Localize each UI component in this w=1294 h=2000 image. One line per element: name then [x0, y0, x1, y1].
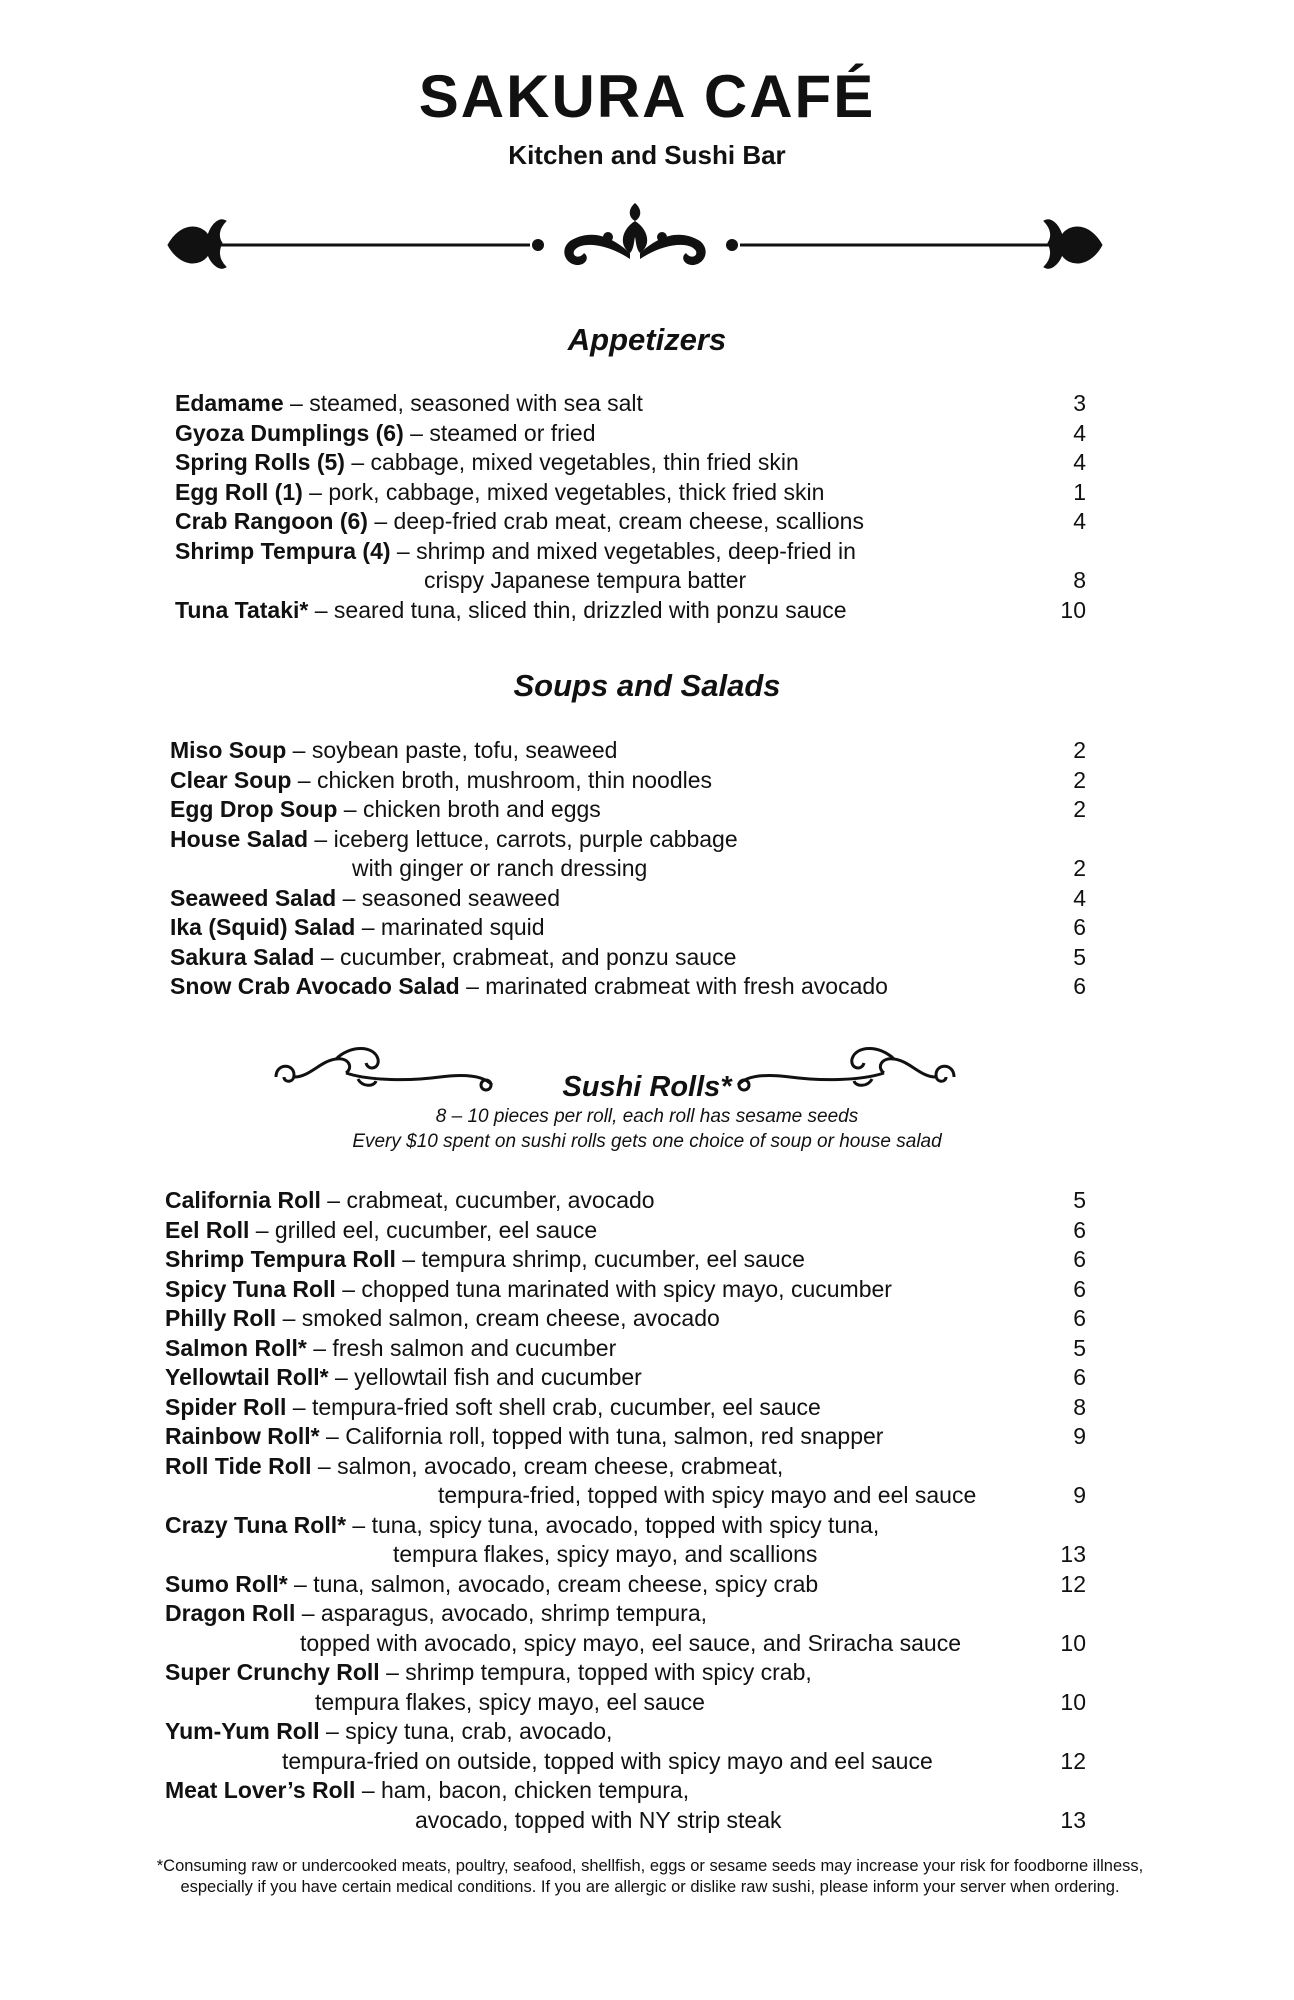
- menu-item: [0, 596, 1294, 626]
- menu-item-price: 5: [1073, 1187, 1086, 1213]
- menu-item: [0, 766, 1294, 796]
- menu-item-line: [165, 1599, 707, 1629]
- menu-item-description: – marinated crabmeat with fresh avocado: [459, 973, 888, 999]
- menu-item-line: [165, 1511, 879, 1541]
- menu-item-price: 4: [1073, 449, 1086, 475]
- menu-item-price: 4: [1073, 508, 1086, 534]
- menu-item-price: 9: [1073, 1482, 1086, 1508]
- menu-item-line: [170, 913, 545, 943]
- menu-item-name: California Roll: [165, 1187, 321, 1213]
- menu-item: [0, 1570, 1294, 1600]
- menu-item: [0, 1304, 1294, 1334]
- menu-item-name: Eel Roll: [165, 1216, 250, 1243]
- menu-item-price: 13: [1060, 1541, 1086, 1567]
- menu-item-line: [170, 972, 888, 1002]
- menu-item-name: Salmon Roll*: [165, 1334, 307, 1361]
- menu-item-name: Philly Roll: [165, 1305, 277, 1331]
- menu-item-name: Egg Roll (1): [175, 478, 303, 505]
- menu-item-line: [170, 825, 738, 855]
- menu-item: [0, 1717, 1294, 1776]
- menu-item-description: – grilled eel, cucumber, eel sauce: [249, 1216, 598, 1243]
- menu-item-description: – chicken broth, mushroom, thin noodles: [291, 766, 713, 793]
- menu-item-name: Spring Rolls (5): [175, 449, 345, 475]
- menu-item-line: [165, 1393, 821, 1423]
- appetizers-list: [0, 389, 1294, 625]
- menu-item-description: – shrimp tempura, topped with spicy crab,: [379, 1659, 812, 1685]
- menu-item-name: Miso Soup: [170, 737, 287, 763]
- menu-item-name: Shrimp Tempura Roll: [165, 1246, 396, 1272]
- menu-item: [0, 1393, 1294, 1423]
- menu-item-name: Sumo Roll*: [165, 1570, 288, 1597]
- menu-item-line: [165, 1245, 805, 1275]
- menu-item-description: – marinated squid: [355, 914, 545, 940]
- menu-item-description: – shrimp and mixed vegetables, deep-fried in: [390, 537, 856, 564]
- menu-item-line: [165, 1186, 655, 1216]
- section-title-sushi-rolls: Sushi Rolls*: [562, 1071, 732, 1103]
- menu-item-price: 6: [1073, 1246, 1086, 1272]
- menu-item: [0, 1363, 1294, 1393]
- menu-item-description: – smoked salmon, cream cheese, avocado: [276, 1305, 720, 1331]
- menu-item-description: – steamed, seasoned with sea salt: [283, 390, 643, 416]
- menu-item-price: 4: [1073, 419, 1086, 446]
- menu-item-description: – yellowtail fish and cucumber: [328, 1364, 642, 1390]
- menu-item-price: 2: [1073, 737, 1086, 763]
- menu-item-name: Yum-Yum Roll: [165, 1718, 320, 1744]
- menu-item-name: Crab Rangoon (6): [175, 508, 368, 534]
- menu-item-description: – cabbage, mixed vegetables, thin fried skin: [344, 449, 799, 475]
- menu-item-line: [165, 1776, 689, 1806]
- soups-list: [0, 736, 1294, 1002]
- menu-item-name: Sakura Salad: [170, 943, 315, 970]
- menu-item-line: [165, 1422, 883, 1452]
- menu-item-price: 2: [1073, 766, 1086, 793]
- menu-item-description: – ham, bacon, chicken tempura,: [355, 1777, 690, 1803]
- flourish-divider-icon: [160, 195, 1110, 295]
- section-title-soups-salads: Soups and Salads: [513, 668, 781, 703]
- menu-item: [0, 1452, 1294, 1511]
- menu-item-line: [170, 943, 736, 973]
- menu-item-price: 12: [1060, 1570, 1086, 1597]
- menu-item: [0, 1216, 1294, 1246]
- menu-item: [0, 1776, 1294, 1835]
- menu-item-price: 5: [1073, 943, 1086, 970]
- menu-item-description-continued: crispy Japanese tempura batter: [424, 567, 747, 593]
- sushi-list: [0, 1186, 1294, 1835]
- menu-item: [0, 389, 1294, 419]
- menu-item-description: – deep-fried crab meat, cream cheese, scallions: [367, 508, 864, 534]
- swirl-flourish-icon: [730, 1041, 960, 1101]
- menu-item-line: [165, 1275, 892, 1305]
- menu-item-line: [170, 736, 617, 766]
- menu-item-price: 4: [1073, 884, 1086, 911]
- menu-item: [0, 1275, 1294, 1305]
- menu-item-price: 10: [1060, 596, 1086, 623]
- menu-item-description: – iceberg lettuce, carrots, purple cabbage: [308, 825, 738, 852]
- menu-item-description-continued: avocado, topped with NY strip steak: [415, 1806, 782, 1833]
- menu-item-description: – steamed or fried: [403, 419, 596, 446]
- menu-item: [0, 913, 1294, 943]
- menu-item-price: 2: [1073, 796, 1086, 822]
- restaurant-subtitle: Kitchen and Sushi Bar: [508, 140, 786, 170]
- menu-item-price: 6: [1073, 1216, 1086, 1243]
- sushi-note-promo: Every $10 spent on sushi rolls gets one choice of soup or house salad: [352, 1131, 942, 1152]
- menu-item-price: 3: [1073, 390, 1086, 416]
- menu-item: [0, 736, 1294, 766]
- menu-item-price: 6: [1073, 914, 1086, 940]
- menu-item-line: [165, 1304, 720, 1334]
- menu-item-price: 13: [1060, 1806, 1086, 1833]
- menu-item-description: – pork, cabbage, mixed vegetables, thick fried skin: [302, 478, 825, 505]
- menu-item-name: Rainbow Roll*: [165, 1423, 320, 1449]
- menu-item-name: Edamame: [175, 390, 284, 416]
- menu-item-price: 6: [1073, 1364, 1086, 1390]
- menu-item-name: Meat Lover’s Roll: [165, 1777, 356, 1803]
- menu-item: [0, 1245, 1294, 1275]
- menu-item-name: Clear Soup: [170, 766, 292, 793]
- menu-item-line: [165, 1363, 642, 1393]
- menu-item-description: – California roll, topped with tuna, salmon, red snapper: [319, 1423, 884, 1449]
- menu-item-description: – chicken broth and eggs: [337, 796, 601, 822]
- menu-item-name: Spider Roll: [165, 1393, 287, 1420]
- menu-item: [0, 419, 1294, 449]
- menu-item-description: – tuna, spicy tuna, avocado, topped with spicy tuna,: [346, 1511, 880, 1538]
- menu-item-description-continued: tempura-fried on outside, topped with spicy mayo and eel sauce: [282, 1747, 933, 1774]
- menu-item-description: – tempura shrimp, cucumber, eel sauce: [395, 1246, 805, 1272]
- menu-item: [0, 537, 1294, 596]
- menu-item-price: 6: [1073, 1275, 1086, 1302]
- menu-item-line: [175, 596, 847, 626]
- menu-item-name: Tuna Tataki*: [175, 596, 309, 623]
- menu-item-description-continued: with ginger or ranch dressing: [352, 855, 648, 881]
- menu-item-description: – cucumber, crabmeat, and ponzu sauce: [314, 943, 737, 970]
- menu-item-name: Egg Drop Soup: [170, 796, 338, 822]
- menu-item-price: 10: [1060, 1629, 1086, 1656]
- menu-item-description-continued: topped with avocado, spicy mayo, eel sauce, and Sriracha sauce: [300, 1629, 961, 1656]
- menu-item-price: 1: [1073, 478, 1086, 505]
- menu-item-line: [175, 389, 643, 419]
- menu-item-line: [165, 1452, 783, 1482]
- menu-item-name: Spicy Tuna Roll: [165, 1275, 336, 1302]
- menu-item-description: – seasoned seaweed: [336, 884, 560, 911]
- menu-item-name: Roll Tide Roll: [165, 1452, 312, 1479]
- menu-item: [0, 1599, 1294, 1658]
- menu-item: [0, 795, 1294, 825]
- menu-item-price: 10: [1060, 1688, 1086, 1715]
- menu-item: [0, 1422, 1294, 1452]
- menu-item-description: – salmon, avocado, cream cheese, crabmeat,: [311, 1452, 784, 1479]
- menu-item-price: 2: [1073, 855, 1086, 881]
- menu-item: [0, 884, 1294, 914]
- menu-item: [0, 1511, 1294, 1570]
- menu-item: [0, 1658, 1294, 1717]
- menu-item-name: Gyoza Dumplings (6): [175, 419, 404, 446]
- menu-item-name: Crazy Tuna Roll*: [165, 1511, 347, 1538]
- menu-item-name: Ika (Squid) Salad: [170, 914, 356, 940]
- menu-item-line: [165, 1216, 597, 1246]
- menu-item-description-continued: tempura flakes, spicy mayo, eel sauce: [315, 1688, 705, 1715]
- menu-item-price: 5: [1073, 1334, 1086, 1361]
- menu-item: [0, 943, 1294, 973]
- menu-item-name: House Salad: [170, 825, 309, 852]
- menu-item: [0, 1334, 1294, 1364]
- menu-item-price: 6: [1073, 973, 1086, 999]
- menu-item-line: [170, 766, 712, 796]
- menu-item: [0, 478, 1294, 508]
- menu-item: [0, 825, 1294, 884]
- menu-item-line: [165, 1717, 612, 1747]
- menu-item-line: [165, 1658, 812, 1688]
- menu-item-description: – tuna, salmon, avocado, cream cheese, spicy crab: [287, 1570, 819, 1597]
- menu-item-price: 9: [1073, 1423, 1086, 1449]
- menu-item-price: 8: [1073, 1393, 1086, 1420]
- menu-item-description: – asparagus, avocado, shrimp tempura,: [295, 1600, 708, 1626]
- menu-item-line: [170, 795, 601, 825]
- sushi-note-pieces: 8 – 10 pieces per roll, each roll has sesame seeds: [435, 1106, 859, 1127]
- menu-item-line: [175, 448, 799, 478]
- menu-item-line: [175, 478, 824, 508]
- menu-item-line: [175, 507, 864, 537]
- restaurant-name: SAKURA CAFÉ: [418, 63, 876, 130]
- menu-item: [0, 972, 1294, 1002]
- menu-item-line: [165, 1334, 616, 1364]
- menu-item-line: [175, 419, 596, 449]
- menu-item-price: 6: [1073, 1305, 1086, 1331]
- menu-item-description: – fresh salmon and cucumber: [306, 1334, 617, 1361]
- menu-item-description: – seared tuna, sliced thin, drizzled with ponzu sauce: [308, 596, 847, 623]
- menu-item-description: – tempura-fried soft shell crab, cucumber, eel sauce: [286, 1393, 821, 1420]
- menu-item-description-continued: tempura flakes, spicy mayo, and scallions: [393, 1541, 818, 1567]
- menu-item-name: Seaweed Salad: [170, 884, 337, 911]
- menu-item-line: [175, 537, 856, 567]
- menu-item-name: Dragon Roll: [165, 1600, 296, 1626]
- menu-item: [0, 448, 1294, 478]
- menu-item: [0, 507, 1294, 537]
- menu-item-price: 8: [1073, 567, 1086, 593]
- menu-item-line: [165, 1570, 818, 1600]
- menu-item-description: – spicy tuna, crab, avocado,: [319, 1718, 613, 1744]
- menu-item-price: 12: [1060, 1747, 1086, 1774]
- menu-item-name: Yellowtail Roll*: [165, 1364, 329, 1390]
- menu-item-description-continued: tempura-fried, topped with spicy mayo and eel sauce: [438, 1482, 977, 1508]
- menu-item-name: Super Crunchy Roll: [165, 1659, 380, 1685]
- menu-item-description: – soybean paste, tofu, seaweed: [286, 737, 618, 763]
- menu-item-line: [170, 884, 560, 914]
- menu-item-description: – crabmeat, cucumber, avocado: [320, 1187, 655, 1213]
- menu-item-name: Snow Crab Avocado Salad: [170, 973, 460, 999]
- menu-item-name: Shrimp Tempura (4): [175, 537, 391, 564]
- menu-item: [0, 1186, 1294, 1216]
- disclaimer: *Consuming raw or undercooked meats, poultry, seafood, shellfish, eggs or sesame seeds may increase your risk for foodborne illness, especially if you have certain medical conditions. If you are allergic or dislike raw sushi, please inform your server when ordering.: [156, 1857, 1144, 1896]
- menu-item-description: – chopped tuna marinated with spicy mayo, cucumber: [335, 1275, 892, 1302]
- section-title-appetizers: Appetizers: [567, 322, 727, 357]
